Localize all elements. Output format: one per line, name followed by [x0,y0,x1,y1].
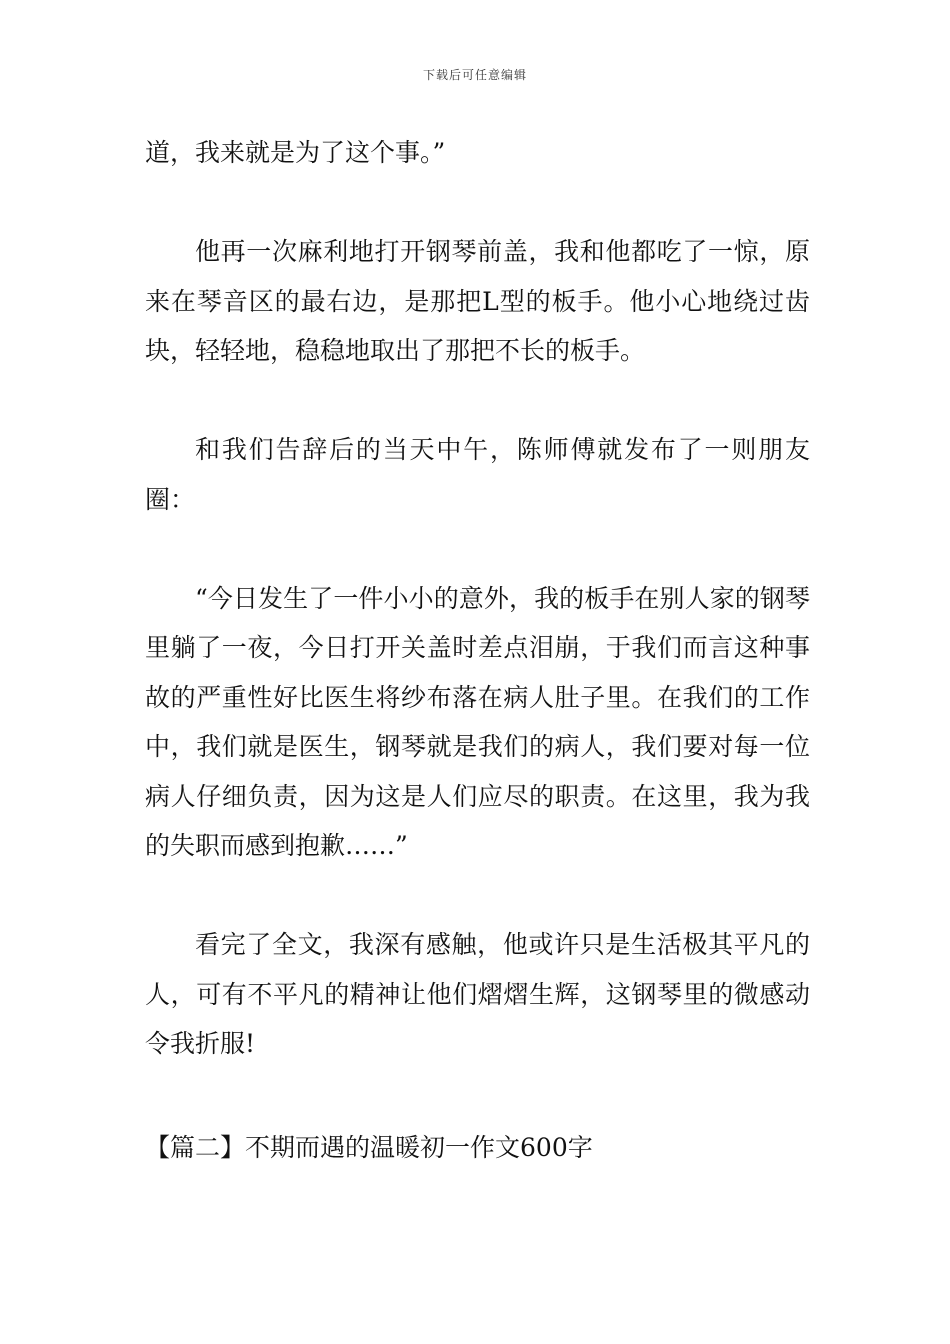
document-body [145,128,810,1172]
paragraph-gap [145,524,810,574]
paragraph-piano-wrench: 他再一次麻利地打开钢琴前盖，我和他都吃了一惊，原来在琴音区的最右边，是那把L型的板手。他小心地绕过齿块，轻轻地，稳稳地取出了那把不长的板手。 [145,237,810,365]
paragraph-quote: “今日发生了一件小小的意外，我的板手在别人家的钢琴里躺了一夜，今日打开关盖时差点泪崩，于我们而言这种事故的严重性好比医生将纱布落在病人肚子里。在我们的工作中，我们就是医生，钢琴就是我们的病人，我们要对每一位病人仔细负责，因为这是人们应尽的职责。在这里，我为我的失职而感到抱歉……” [145,583,810,860]
page-header-note: 下载后可任意编辑 [422,68,527,82]
paragraph-continuation: 道，我来就是为了这个事。” [145,138,446,167]
paragraph-gap [145,376,810,426]
paragraph-gap [145,1069,810,1123]
section-title: 【篇二】不期而遇的温暖初一作文600字 [145,1132,593,1162]
paragraph-moments-post: 和我们告辞后的当天中午，陈师傅就发布了一则朋友圈： [145,435,810,514]
paragraph-gap [145,178,810,228]
paragraph-conclusion: 看完了全文，我深有感触，他或许只是生活极其平凡的人，可有不平凡的精神让他们熠熠生辉，这钢琴里的微感动令我折服! [145,930,810,1058]
paragraph-gap [145,871,810,921]
